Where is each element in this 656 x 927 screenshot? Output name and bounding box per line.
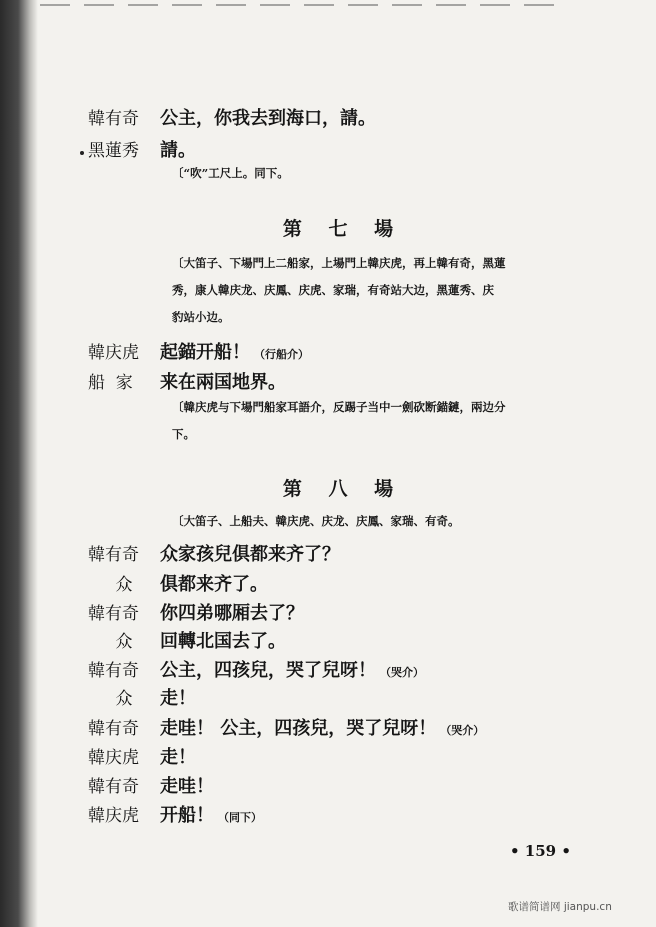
dialogue-line [88, 136, 196, 162]
scene-title: 第 七 場 [282, 218, 404, 240]
speaker-name: 黑蓮秀 [88, 141, 139, 161]
speech-text: 开船！ [160, 805, 214, 826]
book-spine-shadow [0, 0, 38, 927]
stage-note: （哭介） [380, 666, 424, 679]
speaker-name: 韓有奇 [88, 545, 139, 565]
speaker-name: 韓有奇 [88, 604, 139, 624]
watermark: 歌谱简谱网 jianpu.cn [508, 901, 612, 913]
speech-text: 請。 [160, 140, 196, 161]
stage-note: （同下） [218, 811, 262, 824]
speech-text: 走哇！ 公主，四孩兒，哭了兒呀！ [160, 718, 437, 739]
speaker-name: 韓有奇 [88, 109, 139, 129]
dialogue-line [88, 772, 214, 798]
speech-text: 你四弟哪厢去了？ [160, 603, 304, 624]
scene-title: 第 八 場 [282, 478, 404, 500]
speech-text: 起錨开船！ [160, 342, 250, 363]
dialogue-line [88, 801, 262, 827]
speaker-name: 韓庆虎 [88, 343, 139, 363]
speaker-name: 众 [115, 575, 133, 595]
dialogue-line [88, 656, 424, 682]
direction-line: 秀，康人韓庆龙、庆鳳、庆虎、家瑞，有奇站大边，黑蓮秀、庆 [172, 283, 494, 297]
direction-line: 豹站小边。 [172, 310, 230, 324]
stage-direction: 〔大笛子、上船夫、韓庆虎、庆龙、庆鳳、家瑞、有奇。 [172, 514, 460, 528]
dialogue-line [88, 714, 484, 740]
speech-text: 公主，四孩兒，哭了兒呀！ [160, 660, 376, 681]
speech-text: 公主，你我去到海口，請。 [160, 108, 376, 129]
dialogue-line [88, 743, 196, 769]
dialogue-line [88, 338, 309, 364]
speech-text: 来在兩国地界。 [160, 372, 286, 393]
speech-text: 俱都来齐了。 [160, 574, 268, 595]
speaker-name: 韓有奇 [88, 661, 139, 681]
speech-text: 走！ [160, 688, 196, 709]
speaker-name: 韓庆虎 [88, 806, 139, 826]
top-edge-line [40, 4, 560, 6]
speaker-name: 韓有奇 [88, 719, 139, 739]
speaker-name: 众 [115, 689, 133, 709]
dialogue-line [88, 570, 268, 596]
stage-direction [172, 250, 602, 331]
ink-speck [80, 151, 84, 155]
page-number: • 159 • [510, 842, 571, 860]
speech-text: 走！ [160, 747, 196, 768]
speaker-name: 船 家 [88, 373, 133, 393]
speech-text: 回轉北国去了。 [160, 631, 286, 652]
dialogue-line [88, 368, 286, 394]
speech-text: 众家孩兒俱都来齐了？ [160, 544, 340, 565]
direction-line: 下。 [172, 427, 195, 441]
dialogue-line [88, 599, 304, 625]
stage-note: （行船介） [254, 348, 309, 361]
speaker-name: 韓庆虎 [88, 748, 139, 768]
speech-text: 走哇！ [160, 776, 214, 797]
dialogue-line [88, 684, 196, 710]
direction-line: 〔大笛子、下場門上二船家，上場門上韓庆虎，再上韓有奇，黑蓮 [172, 256, 506, 270]
stage-direction: 〔“吹”工尺上。同下。 [172, 166, 289, 180]
dialogue-line [88, 627, 286, 653]
stage-note: （哭介） [440, 724, 485, 737]
stage-direction [172, 394, 602, 448]
speaker-name: 韓有奇 [88, 777, 139, 797]
direction-line: 〔韓庆虎与下場門船家耳語介，反踢子当中一劍砍断錨鏈，兩边分 [172, 400, 506, 414]
dialogue-line [88, 104, 376, 130]
dialogue-line [88, 540, 340, 566]
speaker-name: 众 [115, 632, 133, 652]
